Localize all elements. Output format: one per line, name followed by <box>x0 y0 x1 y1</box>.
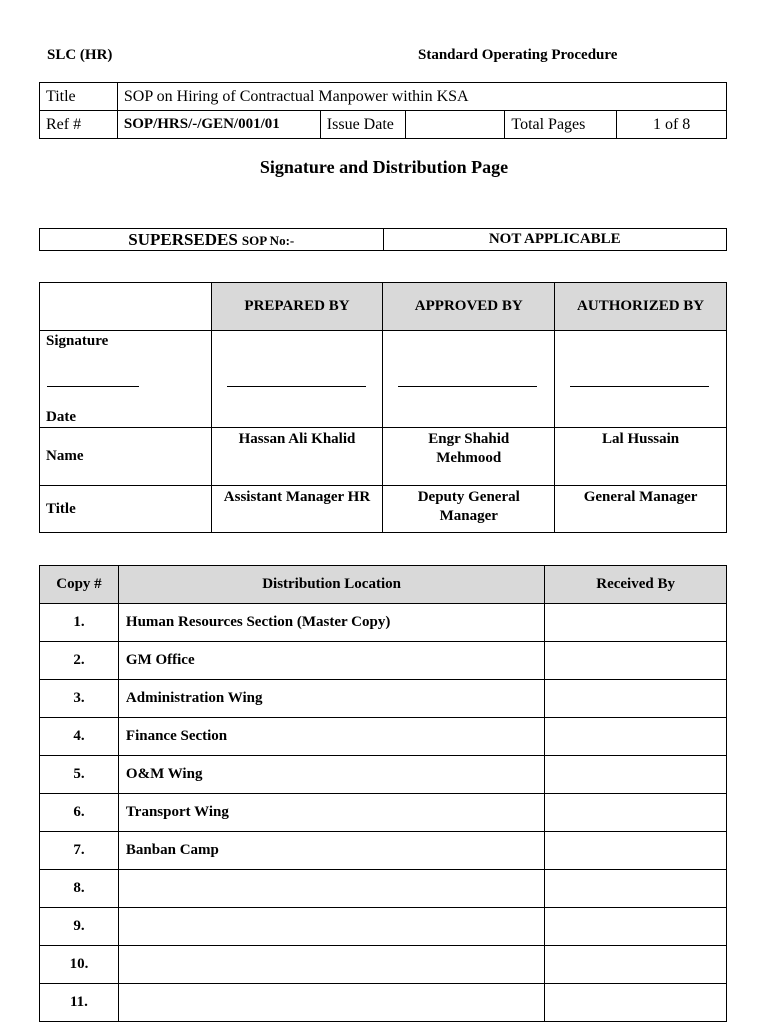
distribution-row <box>40 604 727 642</box>
copy-number: 10. <box>40 946 119 984</box>
copy-number: 5. <box>40 756 119 794</box>
approved-by-signature[interactable] <box>383 331 555 428</box>
ref-row <box>40 111 727 139</box>
title-role-row <box>40 486 727 533</box>
copy-number: 1. <box>40 604 119 642</box>
distribution-row <box>40 946 727 984</box>
issue-date-value <box>405 111 505 139</box>
distribution-location: Administration Wing <box>118 680 544 718</box>
authorized-by-name: Lal Hussain <box>555 428 727 486</box>
issue-date-label: Issue Date <box>320 111 405 139</box>
prepared-signature-line <box>227 386 366 387</box>
distribution-location <box>118 908 544 946</box>
distribution-row <box>40 984 727 1022</box>
distribution-location: Finance Section <box>118 718 544 756</box>
prepared-by-name: Hassan Ali Khalid <box>211 428 383 486</box>
supersedes-label-sop: SOP No:- <box>241 232 295 248</box>
copy-number: 3. <box>40 680 119 718</box>
distribution-row <box>40 718 727 756</box>
prepared-by-signature[interactable] <box>211 331 383 428</box>
title-value: SOP on Hiring of Contractual Manpower within KSA <box>117 83 726 111</box>
copy-number: 8. <box>40 870 119 908</box>
distribution-location-header: Distribution Location <box>118 566 544 604</box>
title-label: Title <box>40 83 118 111</box>
distribution-row <box>40 832 727 870</box>
received-by-cell[interactable] <box>545 756 727 794</box>
header-doc-type: Standard Operating Procedure <box>418 47 618 63</box>
copy-number: 9. <box>40 908 119 946</box>
received-by-header: Received By <box>545 566 727 604</box>
approved-signature-line <box>398 386 537 387</box>
distribution-location: Human Resources Section (Master Copy) <box>118 604 544 642</box>
distribution-location <box>118 870 544 908</box>
total-pages-label: Total Pages <box>505 111 617 139</box>
signature-label: Signature <box>46 333 109 349</box>
distribution-row <box>40 794 727 832</box>
authorized-by-header: AUTHORIZED BY <box>555 283 727 331</box>
distribution-location: O&M Wing <box>118 756 544 794</box>
copy-number: 11. <box>40 984 119 1022</box>
ref-value: SOP/HRS/-/GEN/001/01 <box>117 111 320 139</box>
received-by-cell[interactable] <box>545 642 727 680</box>
approved-by-name: Engr Shahid Mehmood <box>383 428 555 486</box>
copy-number: 2. <box>40 642 119 680</box>
distribution-row <box>40 680 727 718</box>
distribution-location: Transport Wing <box>118 794 544 832</box>
page-heading: Signature and Distribution Page <box>259 157 509 177</box>
signature-line <box>47 386 139 387</box>
received-by-cell[interactable] <box>545 604 727 642</box>
date-label: Date <box>46 409 76 425</box>
signature-table <box>39 282 727 533</box>
signature-date-label-cell <box>40 331 212 428</box>
received-by-cell[interactable] <box>545 832 727 870</box>
copy-number: 4. <box>40 718 119 756</box>
signature-header-blank <box>40 283 212 331</box>
name-label: Name <box>40 428 212 486</box>
prepared-by-title: Assistant Manager HR <box>211 486 383 533</box>
ref-label: Ref # <box>40 111 118 139</box>
supersedes-value: NOT APPLICABLE <box>383 229 727 251</box>
distribution-row <box>40 870 727 908</box>
received-by-cell[interactable] <box>545 718 727 756</box>
document-info-table <box>39 82 727 139</box>
supersedes-table <box>39 228 727 251</box>
name-row <box>40 428 727 486</box>
distribution-location <box>118 984 544 1022</box>
received-by-cell[interactable] <box>545 870 727 908</box>
supersedes-label-main: SUPERSEDES <box>128 229 238 249</box>
authorized-signature-line <box>570 386 709 387</box>
distribution-location <box>118 946 544 984</box>
received-by-cell[interactable] <box>545 794 727 832</box>
copy-number: 6. <box>40 794 119 832</box>
distribution-row <box>40 756 727 794</box>
received-by-cell[interactable] <box>545 908 727 946</box>
title-role-label: Title <box>40 486 212 533</box>
signature-table-header <box>40 283 727 331</box>
copy-number: 7. <box>40 832 119 870</box>
received-by-cell[interactable] <box>545 946 727 984</box>
received-by-cell[interactable] <box>545 680 727 718</box>
total-pages-value: 1 of 8 <box>617 111 727 139</box>
distribution-table <box>39 565 727 1022</box>
supersedes-label <box>40 229 384 251</box>
distribution-row <box>40 642 727 680</box>
copy-number-header: Copy # <box>40 566 119 604</box>
signature-date-row <box>40 331 727 428</box>
header-org: SLC (HR) <box>47 47 113 63</box>
prepared-by-header: PREPARED BY <box>211 283 383 331</box>
distribution-location: GM Office <box>118 642 544 680</box>
distribution-row <box>40 908 727 946</box>
received-by-cell[interactable] <box>545 984 727 1022</box>
authorized-by-signature[interactable] <box>555 331 727 428</box>
approved-by-header: APPROVED BY <box>383 283 555 331</box>
title-row <box>40 83 727 111</box>
approved-by-title: Deputy General Manager <box>383 486 555 533</box>
distribution-header <box>40 566 727 604</box>
authorized-by-title: General Manager <box>555 486 727 533</box>
distribution-location: Banban Camp <box>118 832 544 870</box>
